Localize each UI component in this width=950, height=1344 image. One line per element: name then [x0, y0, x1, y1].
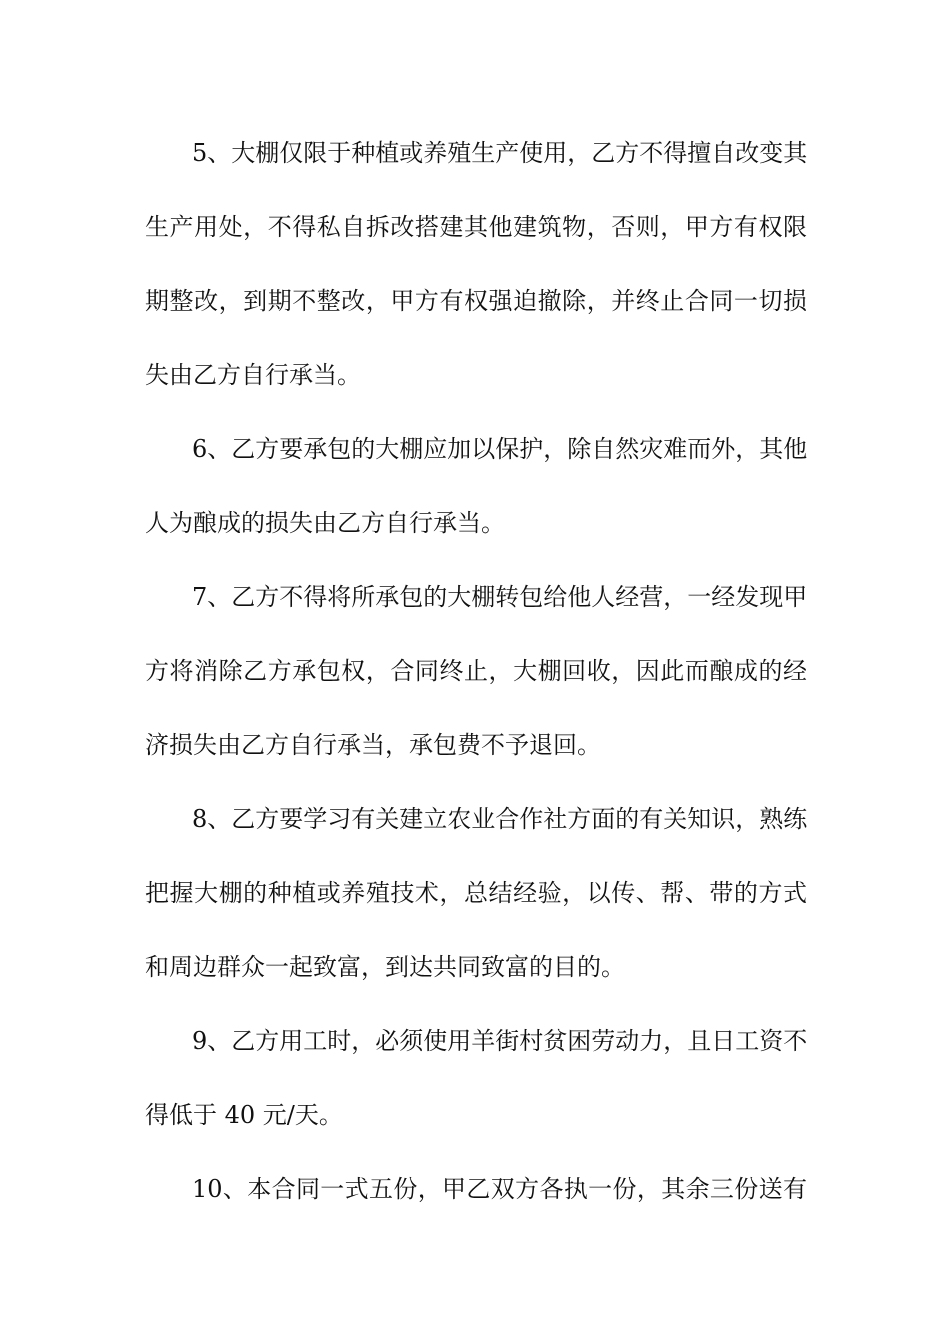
text-line: 7、乙方不得将所承包的大棚转包给他人经营，一经发现甲 — [192, 583, 808, 611]
text-line: 失由乙方自行承当。 — [145, 361, 361, 389]
text-line: 6、乙方要承包的大棚应加以保护，除自然灾难而外，其他 — [192, 435, 808, 463]
text-line: 方将消除乙方承包权，合同终止，大棚回收，因此而酿成的经 — [145, 657, 807, 685]
text-line: 把握大棚的种植或养殖技术，总结经验，以传、帮、带的方式 — [145, 879, 807, 907]
text-line: 济损失由乙方自行承当，承包费不予退回。 — [145, 731, 601, 759]
text-line: 8、乙方要学习有关建立农业合作社方面的有关知识，熟练 — [192, 805, 808, 833]
text-line: 9、乙方用工时，必须使用羊街村贫困劳动力，且日工资不 — [192, 1027, 808, 1055]
text-line: 期整改，到期不整改，甲方有权强迫撤除，并终止合同一切损 — [145, 287, 807, 315]
text-line: 生产用处，不得私自拆改搭建其他建筑物，否则，甲方有权限 — [145, 213, 807, 241]
text-line: 10、本合同一式五份，甲乙双方各执一份，其余三份送有 — [192, 1175, 807, 1203]
text-line: 和周边群众一起致富，到达共同致富的目的。 — [145, 953, 625, 981]
text-line: 人为酿成的损失由乙方自行承当。 — [145, 509, 505, 537]
text-line: 5、大棚仅限于种植或养殖生产使用，乙方不得擅自改变其 — [192, 139, 808, 167]
text-line: 得低于 40 元/天。 — [145, 1101, 343, 1129]
document-body — [145, 126, 807, 1236]
